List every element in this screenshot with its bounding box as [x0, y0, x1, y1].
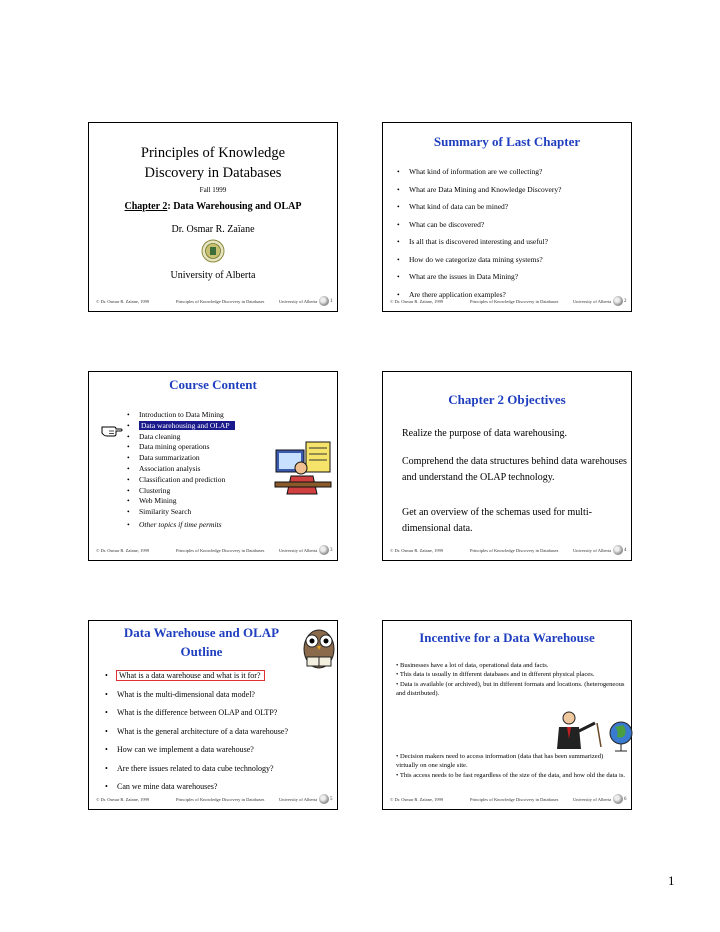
outline-list	[105, 667, 288, 797]
slide-1	[88, 122, 338, 312]
university: University of Alberta	[170, 270, 256, 281]
list-item: • Is all that is discovered interesting and useful?	[397, 233, 561, 251]
footer-course: Principles of Knowledge Discovery in Databases	[176, 299, 265, 304]
slide-title	[89, 143, 337, 183]
chapter-number: Chapter 2	[124, 201, 168, 212]
incentive-text-bottom	[396, 752, 626, 780]
footer-course: Principles of Knowledge Discovery in Databases	[470, 548, 559, 553]
footer-logo-icon	[319, 296, 329, 306]
slide-footer	[89, 544, 337, 558]
author: Dr. Osmar R. Zaïane	[171, 224, 255, 235]
slide-6	[382, 620, 632, 810]
slide-footer	[383, 793, 631, 807]
slide-footer	[89, 793, 337, 807]
objective-3: Get an overview of the schemas used for multi-dimensional data.	[402, 507, 592, 534]
objective-2: Comprehend the data structures behind data warehouses and understand the OLAP technology.	[402, 456, 627, 483]
incentive-point: • Businesses have a lot of data, operational data and facts.	[396, 662, 549, 669]
pointing-hand-icon	[101, 421, 123, 437]
footer-university: University of Alberta	[573, 548, 612, 553]
slide-title: Summary of Last Chapter	[433, 134, 581, 149]
term: Fall 1999	[199, 186, 227, 194]
footer-copyright: © Dr. Osmar R. Zaïane, 1999	[96, 548, 150, 553]
footer-copyright: © Dr. Osmar R. Zaïane, 1999	[390, 797, 444, 802]
chapter-title: : Data Warehousing and OLAP	[167, 201, 302, 212]
footer-course: Principles of Knowledge Discovery in Databases	[176, 548, 265, 553]
slide-number: 3	[330, 548, 333, 553]
title-line-2: Discovery in Databases	[144, 165, 282, 181]
slide-number: 2	[624, 299, 627, 304]
list-item: • What is the general architecture of a data warehouse?	[105, 723, 288, 742]
slide-title: Course Content	[169, 377, 257, 392]
footer-university: University of Alberta	[279, 548, 318, 553]
slide-3	[88, 371, 338, 561]
list-item: • What kind of data can be mined?	[397, 198, 561, 216]
footer-logo-icon	[319, 794, 329, 804]
footer-copyright: © Dr. Osmar R. Zaïane, 1999	[96, 797, 150, 802]
list-item: • Are there issues related to data cube technology?	[105, 760, 288, 779]
title-line-1: Principles of Knowledge	[140, 145, 286, 161]
list-item: • What can be discovered?	[397, 216, 561, 234]
course-topics-list	[127, 410, 235, 531]
slide-footer	[383, 295, 631, 309]
list-item: • Data mining operations	[127, 442, 235, 453]
data-worker-clipart-icon	[273, 438, 333, 496]
slide-title: Chapter 2 Objectives	[448, 392, 566, 407]
university-seal-icon	[201, 239, 225, 263]
list-item: • Other topics if time permits	[127, 520, 235, 531]
list-item: • Web Mining	[127, 496, 235, 507]
slide-2	[382, 122, 632, 312]
footer-copyright: © Dr. Osmar R. Zaïane, 1999	[96, 299, 150, 304]
list-item: • What are the issues in Data Mining?	[397, 268, 561, 286]
slide-title: Incentive for a Data Warehouse	[419, 630, 595, 645]
list-item-highlighted	[105, 667, 288, 686]
list-item: • What kind of information are we collecting?	[397, 163, 561, 181]
footer-logo-icon	[319, 545, 329, 555]
objective-1: Realize the purpose of data warehousing.	[402, 428, 567, 439]
businessman-globe-clipart-icon	[523, 709, 633, 753]
footer-course: Principles of Knowledge Discovery in Databases	[470, 797, 559, 802]
list-item: • Introduction to Data Mining	[127, 410, 235, 421]
footer-university: University of Alberta	[573, 797, 612, 802]
incentive-point: • This access needs to be fast regardless of the size of the data, and how old the data is.	[396, 771, 626, 779]
chapter-heading	[89, 201, 337, 212]
summary-list	[397, 163, 561, 303]
slide-number: 6	[624, 797, 627, 802]
footer-logo-icon	[613, 794, 623, 804]
list-item: • Similarity Search	[127, 507, 235, 518]
footer-copyright: © Dr. Osmar R. Zaïane, 1999	[390, 548, 444, 553]
title-line-1: Data Warehouse and OLAP	[123, 625, 280, 640]
slide-5	[88, 620, 338, 810]
footer-course: Principles of Knowledge Discovery in Databases	[470, 299, 559, 304]
list-item: • How can we implement a data warehouse?	[105, 741, 288, 760]
footer-logo-icon	[613, 545, 623, 555]
incentive-point: • Decision makers need to access information (data that has been summarized) virtually on one single site.	[396, 753, 604, 770]
list-item: • Clustering	[127, 486, 235, 497]
list-item: • Classification and prediction	[127, 475, 235, 486]
incentive-text-top	[396, 661, 626, 699]
list-item: • Association analysis	[127, 464, 235, 475]
footer-university: University of Alberta	[573, 299, 612, 304]
page-number: 1	[668, 873, 675, 888]
slide-4	[382, 371, 632, 561]
list-item-selected	[127, 421, 235, 432]
list-item: • Are there application examples?	[397, 286, 561, 304]
title-line-2: Outline	[180, 644, 223, 659]
selected-topic: Data warehousing and OLAP	[139, 421, 235, 430]
footer-course: Principles of Knowledge Discovery in Databases	[176, 797, 265, 802]
footer-logo-icon	[613, 296, 623, 306]
slide-number: 1	[330, 299, 333, 304]
list-item: • Can we mine data warehouses?	[105, 778, 288, 797]
footer-copyright: © Dr. Osmar R. Zaïane, 1999	[390, 299, 444, 304]
list-item: • What are Data Mining and Knowledge Discovery?	[397, 181, 561, 199]
incentive-point: • This data is usually in different databases and in different physical places.	[396, 671, 595, 679]
incentive-point: • Data is available (or archived), but in different formats and locations. (heterogeneous and distributed).	[396, 680, 625, 698]
slide-number: 4	[624, 548, 627, 553]
footer-university: University of Alberta	[279, 797, 318, 802]
highlighted-question: What is a data warehouse and what is it for?	[117, 671, 264, 680]
footer-university: University of Alberta	[279, 299, 318, 304]
slide-title	[109, 623, 294, 661]
list-item: • How do we categorize data mining systems?	[397, 251, 561, 269]
slide-number: 5	[330, 797, 333, 802]
owl-clipart-icon	[299, 623, 339, 671]
list-item: • What is the difference between OLAP and OLTP?	[105, 704, 288, 723]
slide-footer	[383, 544, 631, 558]
list-item: • Data summarization	[127, 453, 235, 464]
slide-footer	[89, 295, 337, 309]
list-item: • What is the multi-dimensional data model?	[105, 686, 288, 705]
list-item: • Data cleaning	[127, 432, 235, 443]
